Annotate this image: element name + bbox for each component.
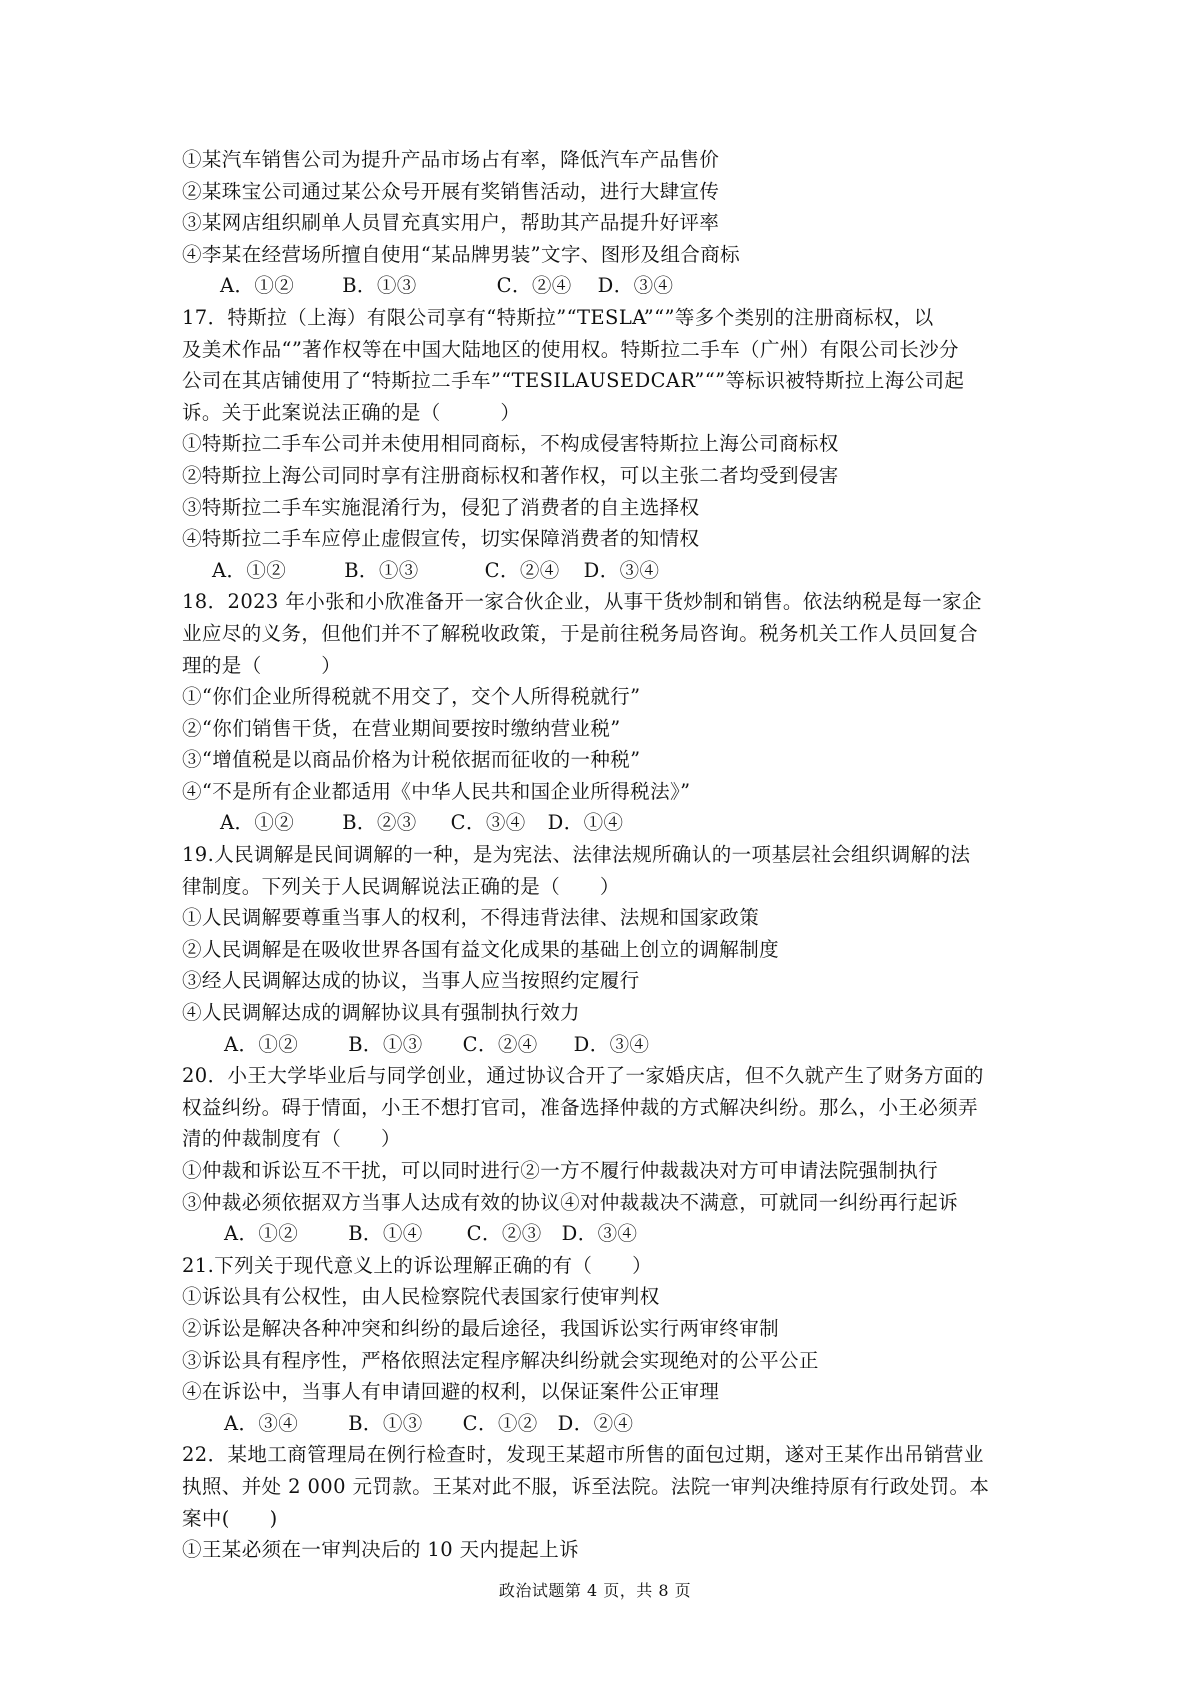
q18-item-2: ②“你们销售干货，在营业期间要按时缴纳营业税” <box>182 716 621 740</box>
q17-item-1: ①特斯拉二手车公司并未使用相同商标，不构成侵害特斯拉上海公司商标权 <box>182 432 839 456</box>
q17-option-c: C．②④ <box>484 558 560 582</box>
q19-stem-line-1: 19.人民调解是民间调解的一种，是为宪法、法律法规所确认的一项基层社会组织调解的法 <box>182 843 971 867</box>
q21-options <box>182 1408 1022 1440</box>
q17-item-3: ③特斯拉二手车实施混淆行为，侵犯了消费者的自主选择权 <box>182 495 700 519</box>
q17-stem-line-1: 17．特斯拉（上海）有限公司享有“特斯拉”“TESLA”“”等多个类别的注册商标权，以 <box>182 305 934 329</box>
q17-options <box>182 555 1022 587</box>
q18-stem-line-3: 理的是（ ） <box>182 653 342 677</box>
q21-option-a: A．③④ <box>224 1411 299 1435</box>
q18-stem-line-2: 业应尽的义务，但他们并不了解税收政策，于是前往税务局咨询。税务机关工作人员回复合 <box>182 621 979 645</box>
q17-option-b: B．①③ <box>344 558 419 582</box>
question-18 <box>182 586 1022 839</box>
q18-item-1: ①“你们企业所得税就不用交了，交个人所得税就行” <box>182 685 641 709</box>
q20-option-a: A．①② <box>224 1222 299 1246</box>
q19-item-1: ①人民调解要尊重当事人的权利，不得违背法律、法规和国家政策 <box>182 906 760 930</box>
question-21 <box>182 1250 1022 1440</box>
q17-option-d: D．③④ <box>583 558 660 582</box>
question-16 <box>182 144 1022 302</box>
q16-item-1: ①某汽车销售公司为提升产品市场占有率，降低汽车产品售价 <box>182 148 720 171</box>
q21-item-2: ②诉讼是解决各种冲突和纠纷的最后途径，我国诉讼实行两审终审制 <box>182 1316 780 1340</box>
q17-option-a: A．①② <box>212 558 287 582</box>
q20-stem-line-3: 清的仲裁制度有（ ） <box>182 1127 401 1151</box>
q20-option-b: B．①④ <box>348 1222 423 1246</box>
q20-stem-line-2: 权益纠纷。碍于情面，小王不想打官司，准备选择仲裁的方式解决纠纷。那么，小王必须弄 <box>182 1095 979 1119</box>
question-17 <box>182 302 1022 586</box>
question-19 <box>182 839 1022 1060</box>
q19-option-d: D．③④ <box>573 1032 650 1056</box>
q17-item-2: ②特斯拉上海公司同时享有注册商标权和著作权，可以主张二者均受到侵害 <box>182 463 839 487</box>
q16-item-3: ③某网店组织刷单人员冒充真实用户，帮助其产品提升好评率 <box>182 211 720 235</box>
page-footer: 政治试题第 4 页，共 8 页 <box>498 1581 692 1600</box>
q21-item-3: ③诉讼具有程序性，严格依照法定程序解决纠纷就会实现绝对的公平公正 <box>182 1348 819 1372</box>
q19-options <box>182 1029 1022 1061</box>
q18-option-a: A．①② <box>220 811 295 835</box>
q17-stem-line-3: 公司在其店铺使用了“特斯拉二手车”“TESILAUSEDCAR”“”等标识被特斯拉上海公司起 <box>182 369 965 393</box>
q17-item-4: ④特斯拉二手车应停止虚假宣传，切实保障消费者的知情权 <box>182 527 700 551</box>
q21-stem-line-1: 21.下列关于现代意义上的诉讼理解正确的有（ ） <box>182 1253 653 1277</box>
q16-option-c: C．②④ <box>496 274 572 298</box>
q20-options <box>182 1218 1022 1250</box>
q17-stem-line-2: 及美术作品“”著作权等在中国大陆地区的使用权。特斯拉二手车（广州）有限公司长沙分 <box>182 337 959 361</box>
q18-option-b: B．②③ <box>342 811 417 835</box>
q18-stem-line-1: 18．2023 年小张和小欣准备开一家合伙企业，从事干货炒制和销售。依法纳税是每一家企 <box>182 590 982 614</box>
q19-option-c: C．②④ <box>462 1032 538 1056</box>
q19-item-2: ②人民调解是在吸收世界各国有益文化成果的基础上创立的调解制度 <box>182 937 780 961</box>
q18-item-4: ④“不是所有企业都适用《中华人民共和国企业所得税法》” <box>182 779 691 803</box>
q16-option-b: B．①③ <box>342 274 417 298</box>
q16-option-d: D．③④ <box>597 274 674 298</box>
q20-stem-line-1: 20．小王大学毕业后与同学创业，通过协议合开了一家婚庆店，但不久就产生了财务方面的 <box>182 1064 984 1088</box>
q20-item-1: ①仲裁和诉讼互不干扰，可以同时进行②一方不履行仲裁裁决对方可申请法院强制执行 <box>182 1159 939 1182</box>
q21-option-c: C．①② <box>462 1411 538 1435</box>
q22-stem-line-1: 22．某地工商管理局在例行检查时，发现王某超市所售的面包过期，遂对王某作出吊销营业 <box>182 1443 984 1467</box>
q19-option-a: A．①② <box>224 1032 299 1056</box>
q21-option-d: D．②④ <box>557 1411 634 1435</box>
page-content <box>182 144 1022 1566</box>
q18-item-3: ③“增值税是以商品价格为计税依据而征收的一种税” <box>182 748 641 772</box>
q18-option-d: D．①④ <box>547 811 624 835</box>
q19-option-b: B．①③ <box>348 1032 423 1056</box>
q19-item-3: ③经人民调解达成的协议，当事人应当按照约定履行 <box>182 969 640 993</box>
q21-item-1: ①诉讼具有公权性，由人民检察院代表国家行使审判权 <box>182 1285 660 1309</box>
q21-item-4: ④在诉讼中，当事人有申请回避的权利，以保证案件公正审理 <box>182 1380 720 1404</box>
q20-item-2: ③仲裁必须依据双方当事人达成有效的协议④对仲裁裁决不满意，可就同一纠纷再行起诉 <box>182 1190 959 1214</box>
q16-options <box>182 270 1022 302</box>
q21-option-b: B．①③ <box>348 1411 423 1435</box>
q16-item-4: ④李某在经营场所擅自使用“某品牌男装”文字、图形及组合商标 <box>182 242 741 266</box>
q22-stem-line-2: 执照、并处 2 000 元罚款。王某对此不服，诉至法院。法院一审判决维持原有行政处罚。本 <box>182 1474 990 1498</box>
q17-stem-line-4: 诉。关于此案说法正确的是（ ） <box>182 400 521 424</box>
question-20 <box>182 1060 1022 1250</box>
q18-options <box>182 807 1022 839</box>
q18-option-c: C．③④ <box>450 811 526 835</box>
q22-stem-line-3: 案中( ) <box>182 1506 278 1530</box>
q22-item-1: ①王某必须在一审判决后的 10 天内提起上诉 <box>182 1538 580 1562</box>
question-22 <box>182 1439 1022 1565</box>
q19-stem-line-2: 律制度。下列关于人民调解说法正确的是（ ） <box>182 874 620 898</box>
q20-option-d: D．③④ <box>561 1222 638 1246</box>
q20-option-c: C．②③ <box>466 1222 542 1246</box>
q16-option-a: A．①② <box>220 274 295 298</box>
q16-item-2: ②某珠宝公司通过某公众号开展有奖销售活动，进行大肆宣传 <box>182 179 720 203</box>
q19-item-4: ④人民调解达成的调解协议具有强制执行效力 <box>182 1001 581 1025</box>
